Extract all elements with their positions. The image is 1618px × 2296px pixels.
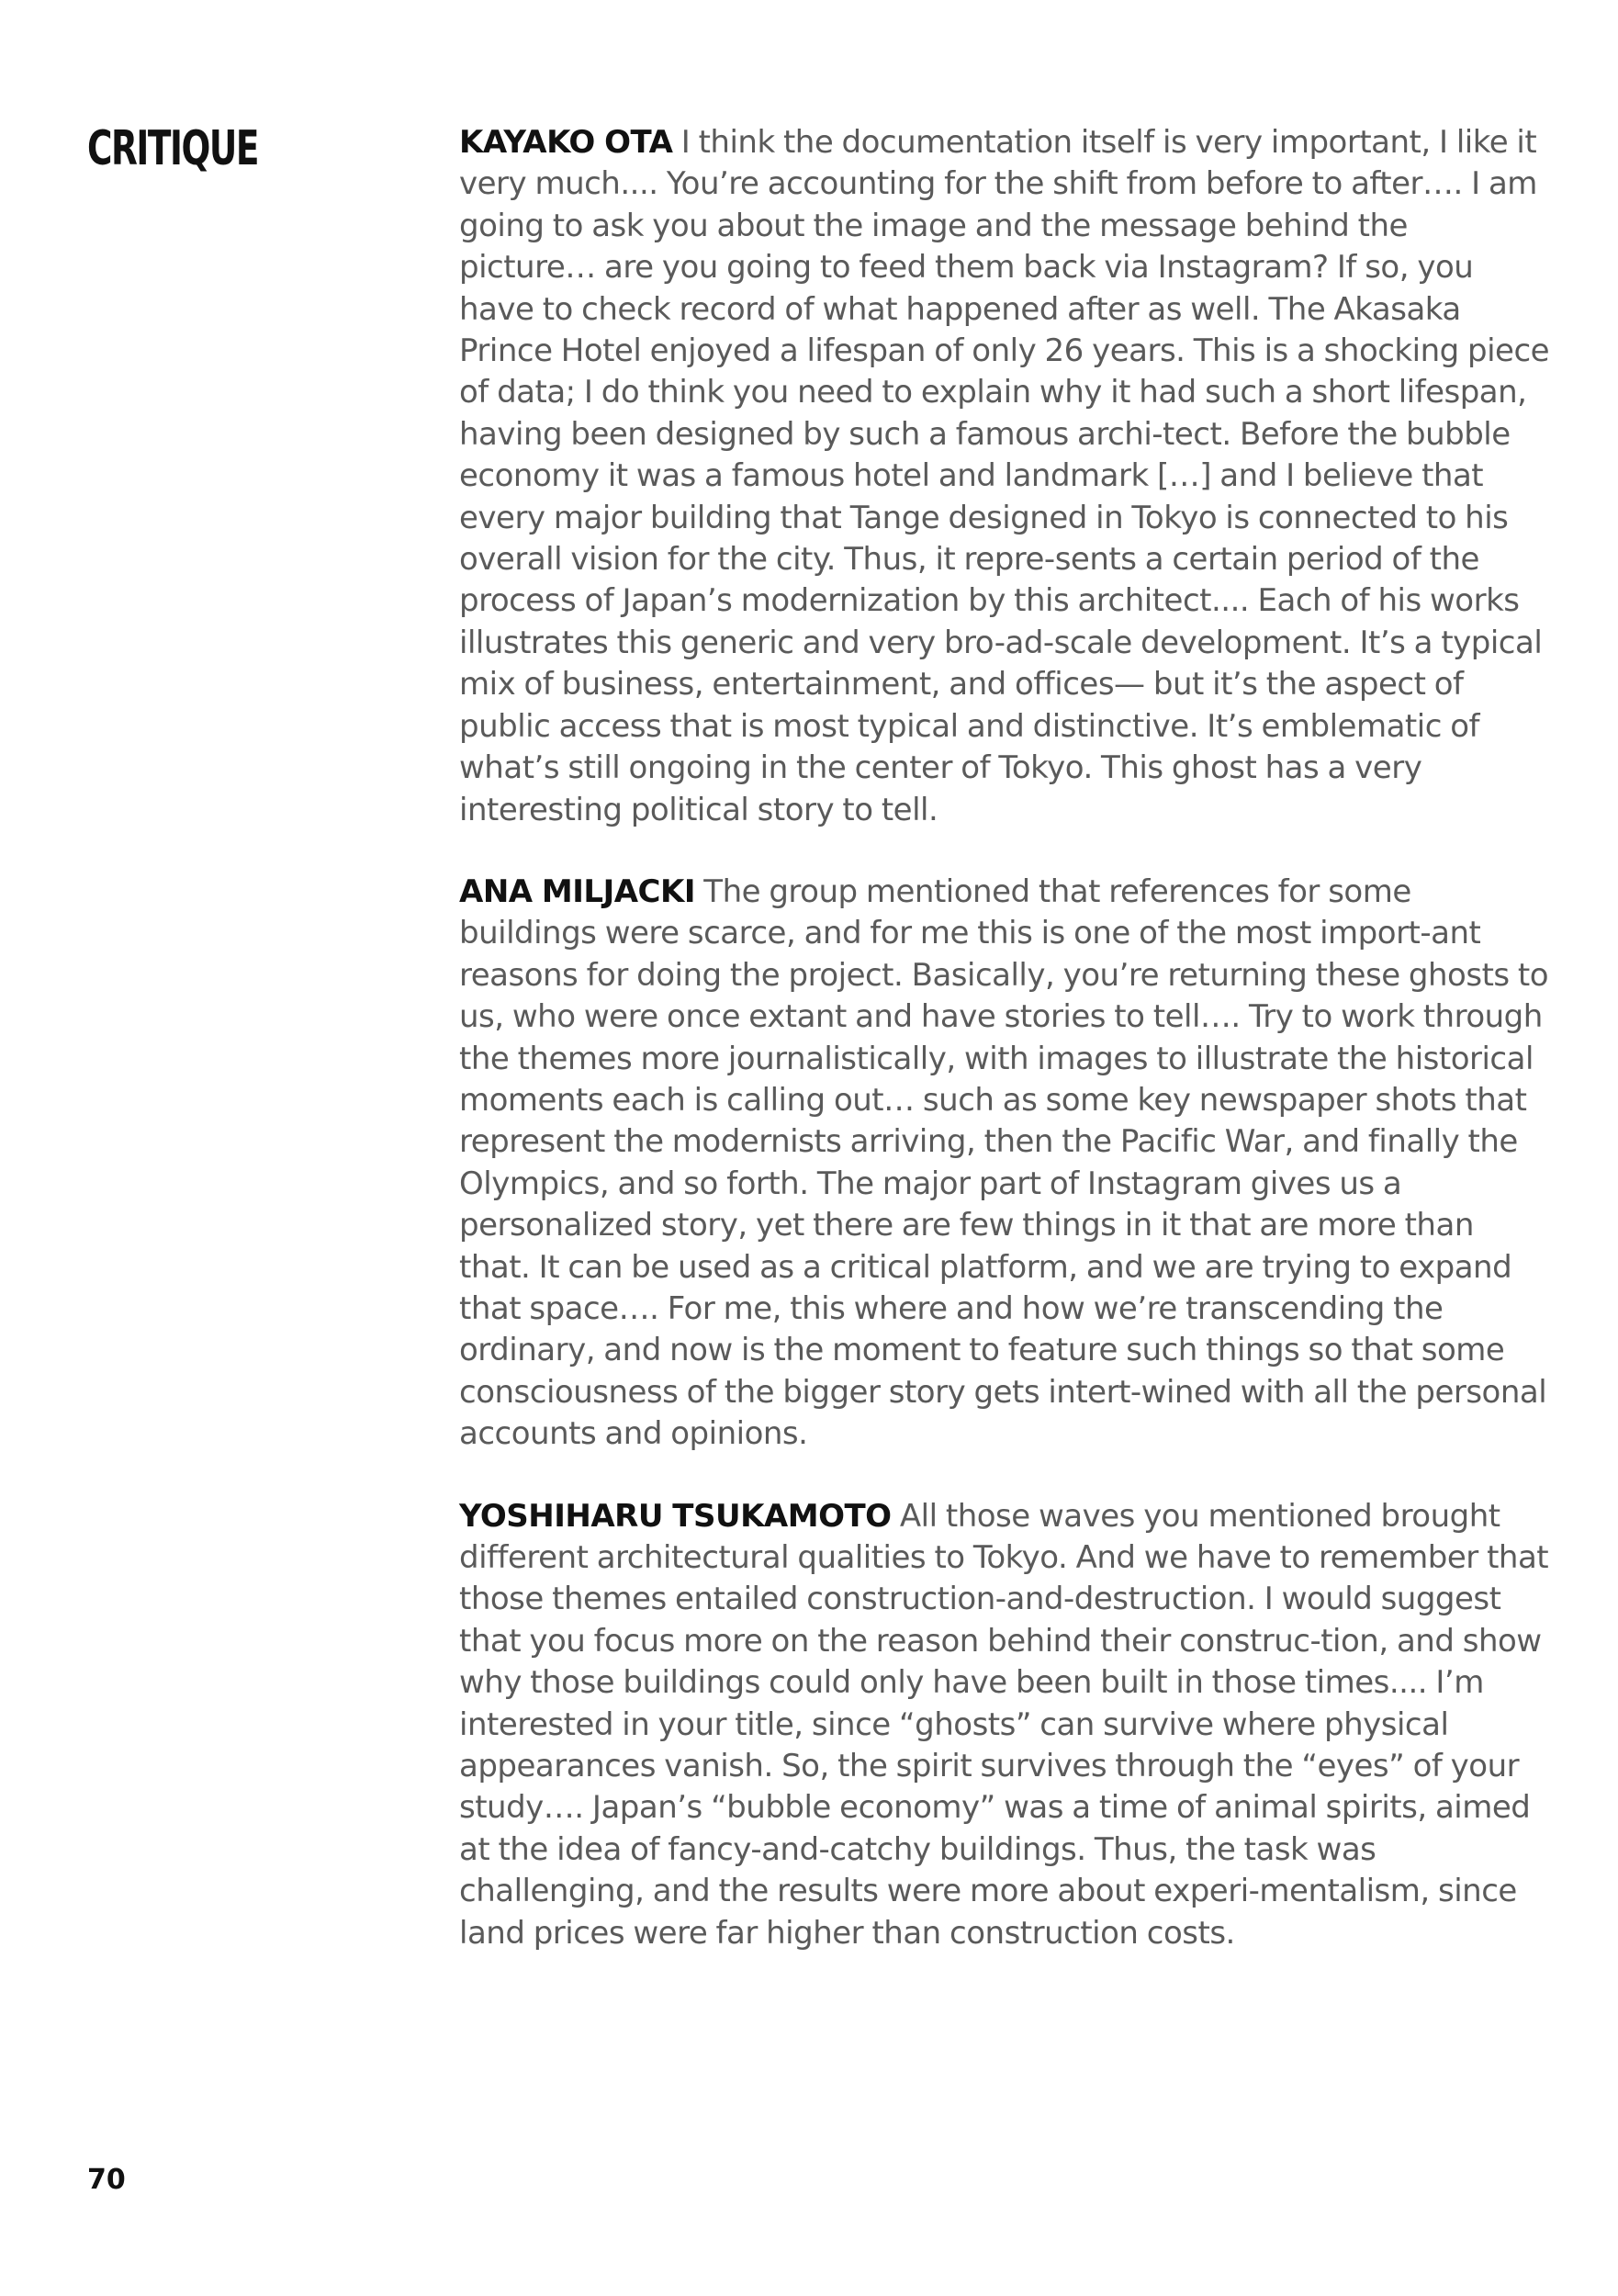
section-title: CRITIQUE xyxy=(87,121,258,176)
critique-text: All those waves you mentioned brought different architectural qualities to Tokyo. And we have to remember that those themes entailed construction-and-destruction. I would suggest that you focus more on the reason behind their construc-tion, and show why those buildings could only have been built in those times.... I’m interested in your title, since “ghosts” can survive where physical appearances vanish. So, the spirit survives through the “eyes” of your study…. Japan’s “bubble economy” was a time of animal spirits, aimed at the idea of fancy-and-catchy buildings. Thus, the task was challenging, and the results were more about experi-mentalism, since land prices were far higher than construction costs. xyxy=(459,1497,1549,1952)
critique-text: I think the documentation itself is very important, I like it very much.... You’re accounting for the shift from before to after…. I am going to ask you about the image and the message behind the picture… are you going to feed them back via Instagram? If so, you have to check record of what happened after as well. The Akasaka Prince Hotel enjoyed a lifespan of only 26 years. This is a shocking piece of data; I do think you need to explain why it had such a short lifespan, having been designed by such a famous archi-tect. Before the bubble economy it was a famous hotel and landmark […] and I believe that every major building that Tange designed in Tokyo is connected to his overall vision for the city. Thus, it repre-sents a certain period of the process of Japan’s modernization by this architect.... Each of his works illustrates this generic and very bro-ad-scale development. It’s a typical mix of business, entertainment, and offices— but it’s the aspect of public access that is most typical and distinctive. It’s emblematic of what’s still ongoing in the center of Tokyo. This ghost has a very interesting political story to tell. xyxy=(459,124,1550,828)
speaker-name: YOSHIHARU TSUKAMOTO xyxy=(459,1497,892,1535)
speaker-name: ANA MILJACKI xyxy=(459,872,695,910)
critique-paragraph-tsukamoto xyxy=(459,1496,1552,1954)
critique-content xyxy=(459,122,1552,1995)
page-number: 70 xyxy=(87,2164,126,2196)
critique-paragraph-miljacki xyxy=(459,872,1552,1456)
critique-paragraph-ota xyxy=(459,122,1552,831)
critique-text: The group mentioned that references for some buildings were scarce, and for me this is one of the most import-ant reasons for doing the project. Basically, you’re returning these ghosts to us, who were once extant and have stories to tell…. Try to work through the themes more journalistically, with images to illustrate the historical moments each is calling out… such as some key newspaper shots that represent the modernists arriving, then the Pacific War, and finally the Olympics, and so forth. The major part of Instagram gives us a personalized story, yet there are few things in it that are more than that. It can be used as a critical platform, and we are trying to expand that space…. For me, this where and how we’re transcending the ordinary, and now is the moment to feature such things so that some consciousness of the bigger story gets intert-wined with all the personal accounts and opinions. xyxy=(459,872,1549,1453)
speaker-name: KAYAKO OTA xyxy=(459,124,673,161)
